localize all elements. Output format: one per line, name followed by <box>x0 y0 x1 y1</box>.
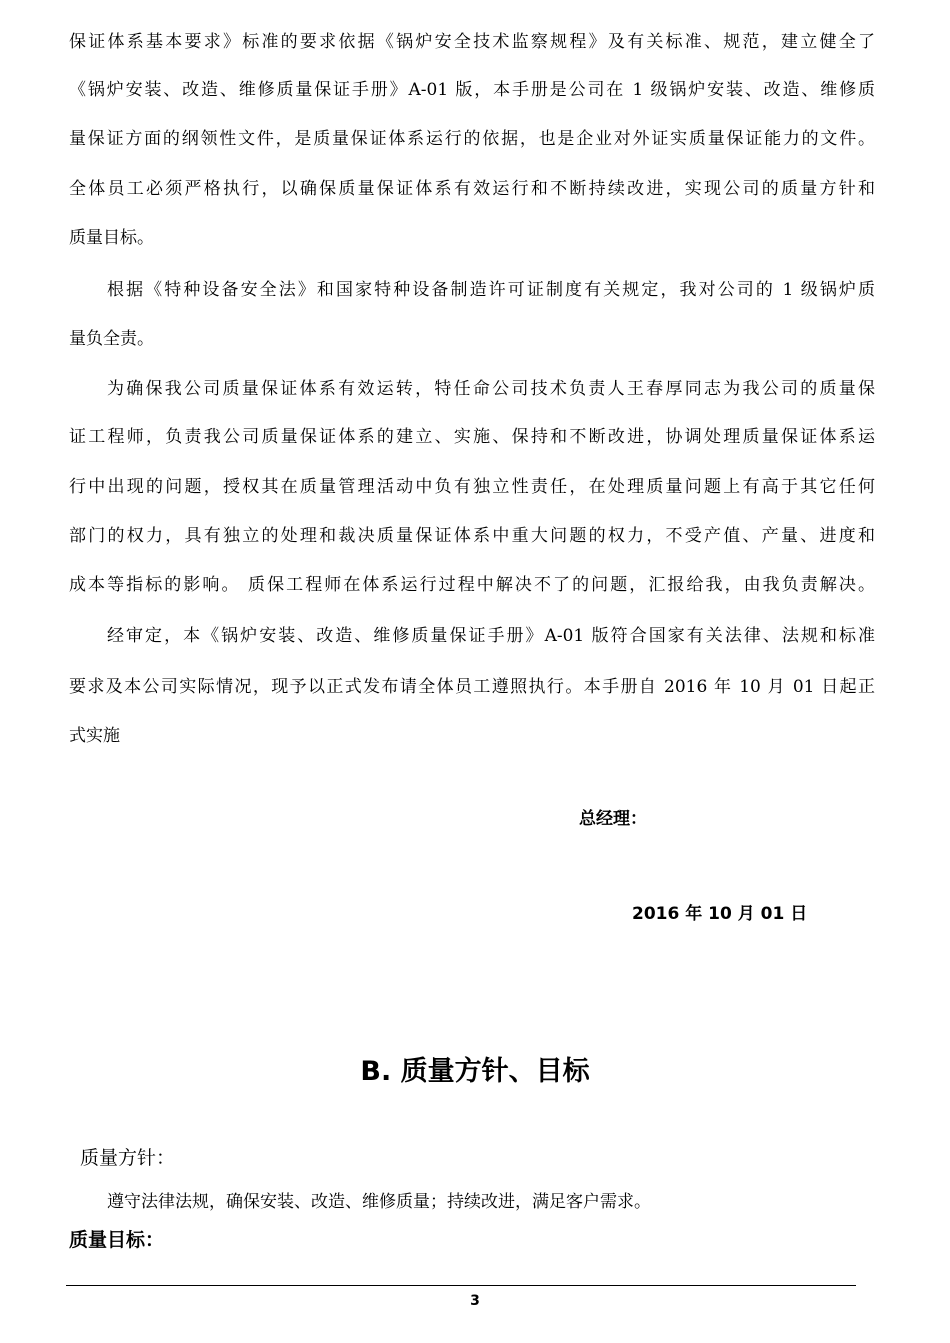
page-number: 3 <box>470 1293 480 1309</box>
signature-title: 总经理： <box>579 809 647 829</box>
body-text-line: 行中出现的问题，授权其在质量管理活动中负有独立性责任，在处理质量问题上有高于其它任何 <box>69 477 875 497</box>
body-text-line: 根据《特种设备安全法》和国家特种设备制造许可证制度有关规定，我对公司的 1 级锅炉质 <box>107 280 875 300</box>
body-text-line: 全体员工必须严格执行，以确保质量保证体系有效运行和不断持续改进，实现公司的质量方针和 <box>69 179 875 199</box>
body-text-line: 为确保我公司质量保证体系有效运转，特任命公司技术负责人王春厚同志为我公司的质量保 <box>107 379 875 399</box>
footer-divider <box>66 1285 856 1286</box>
body-text-line: 式实施 <box>69 726 120 746</box>
body-text-line: 成本等指标的影响。 质保工程师在体系运行过程中解决不了的问题，汇报给我，由我负责解决。 <box>69 575 875 595</box>
quality-policy-text: 遵守法律法规，确保安装、改造、维修质量；持续改进，满足客户需求。 <box>107 1192 651 1212</box>
body-text-line: 证工程师，负责我公司质量保证体系的建立、实施、保持和不断改进，协调处理质量保证体系运 <box>69 427 875 447</box>
body-text-line: 质量目标。 <box>69 228 154 248</box>
body-text-line: 量保证方面的纲领性文件，是质量保证体系运行的依据，也是企业对外证实质量保证能力的文件。 <box>69 129 875 149</box>
section-heading: B. 质量方针、目标 <box>360 1056 590 1087</box>
body-text-line: 保证体系基本要求》标准的要求依据《锅炉安全技术监察规程》及有关标准、规范，建立健全了 <box>69 32 875 52</box>
body-text-line: 经审定，本《锅炉安装、改造、维修质量保证手册》A-01 版符合国家有关法律、法规和标准 <box>107 626 875 646</box>
body-text-line: 《锅炉安装、改造、维修质量保证手册》A-01 版，本手册是公司在 1 级锅炉安装、改造、维修质 <box>69 80 875 100</box>
body-text-line: 量负全责。 <box>69 329 154 349</box>
body-text-line: 部门的权力，具有独立的处理和裁决质量保证体系中重大问题的权力，不受产值、产量、进度和 <box>69 526 875 546</box>
quality-policy-label: 质量方针： <box>80 1147 176 1169</box>
body-text-line: 要求及本公司实际情况，现予以正式发布请全体员工遵照执行。本手册自 2016 年 10 月 01 日起正 <box>69 677 875 697</box>
quality-objective-label: 质量目标： <box>69 1229 165 1251</box>
signature-date: 2016 年 10 月 01 日 <box>632 904 808 924</box>
